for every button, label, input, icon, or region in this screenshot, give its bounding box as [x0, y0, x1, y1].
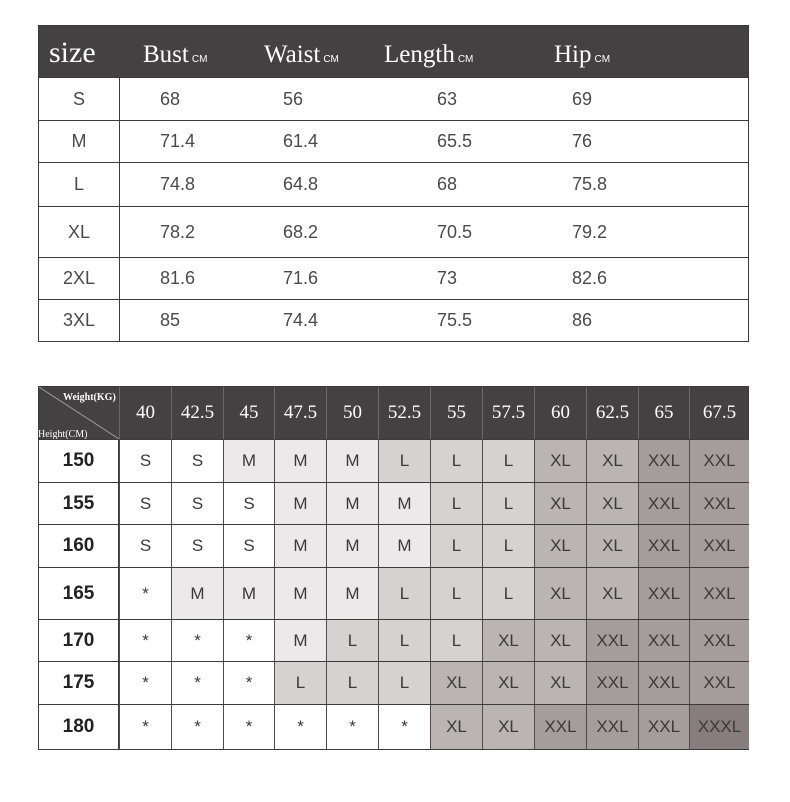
weight-header-cell: 52.5	[378, 387, 430, 439]
bust-value-cell: 74.8	[160, 174, 196, 194]
height-cell: 175	[39, 662, 119, 704]
height-cell: 165	[39, 568, 119, 619]
recommended-size-cell: S	[119, 440, 171, 482]
recommended-size-cell: XXL	[638, 483, 689, 524]
recommended-size-cell: XL	[534, 483, 586, 524]
weight-header-row	[39, 387, 748, 439]
recommended-size-cell: L	[378, 662, 430, 704]
recommended-size-cell: *	[223, 705, 274, 749]
bust-value-cell: 81.6	[160, 268, 196, 288]
recommended-size-cell: *	[119, 705, 171, 749]
recommended-size-cell: M	[274, 620, 326, 661]
recommended-size-cell: XL	[430, 705, 482, 749]
recommended-size-cell: XXL	[689, 662, 749, 704]
height-row	[39, 661, 748, 704]
recommended-size-cell: S	[119, 525, 171, 567]
size-label-cell: S	[72, 88, 85, 109]
recommended-size-cell: XXL	[586, 620, 638, 661]
corner-header-cell	[39, 387, 119, 439]
recommended-size-cell: *	[171, 705, 223, 749]
height-cell: 155	[39, 483, 119, 524]
hip-value-cell: 76	[572, 131, 593, 151]
recommended-size-cell: XXL	[638, 525, 689, 567]
weight-header-cell: 57.5	[482, 387, 534, 439]
height-axis-label: Height(CM)	[38, 429, 88, 440]
recommended-size-cell: S	[171, 525, 223, 567]
recommended-size-cell: M	[171, 568, 223, 619]
recommended-size-cell: *	[171, 662, 223, 704]
recommended-size-cell: XXL	[638, 568, 689, 619]
recommended-size-cell: XXL	[638, 705, 689, 749]
height-cell: 170	[39, 620, 119, 661]
recommended-size-cell: XXL	[534, 705, 586, 749]
recommended-size-cell: *	[223, 662, 274, 704]
height-cell: 150	[39, 440, 119, 482]
recommended-size-cell: XL	[430, 662, 482, 704]
size-measurement-table	[38, 25, 749, 342]
recommended-size-cell: XXL	[586, 662, 638, 704]
recommended-size-cell: *	[119, 620, 171, 661]
waist-value-cell: 68.2	[283, 221, 319, 242]
recommended-size-cell: S	[171, 483, 223, 524]
weight-header-cell: 45	[223, 387, 274, 439]
recommended-size-cell: XXL	[689, 568, 749, 619]
waist-column-header: Waist CM	[264, 41, 339, 68]
recommended-size-cell: XL	[534, 568, 586, 619]
height-row	[39, 567, 748, 619]
recommended-size-cell: M	[378, 525, 430, 567]
recommended-size-cell: L	[378, 620, 430, 661]
recommended-size-cell: XL	[586, 568, 638, 619]
recommended-size-cell: XL	[586, 483, 638, 524]
recommended-size-cell: M	[274, 483, 326, 524]
height-row	[39, 439, 748, 482]
recommended-size-cell: XXXL	[689, 705, 749, 749]
weight-axis-label: Weight(KG)	[63, 392, 116, 403]
size-label-cell: M	[71, 131, 87, 151]
size-recommendation-table	[38, 386, 749, 750]
recommended-size-cell: XL	[482, 662, 534, 704]
recommended-size-cell: XL	[534, 620, 586, 661]
recommended-size-cell: XXL	[638, 440, 689, 482]
recommended-size-cell: S	[119, 483, 171, 524]
recommended-size-cell: XXL	[638, 620, 689, 661]
height-cell: 160	[39, 525, 119, 567]
recommended-size-cell: S	[171, 440, 223, 482]
weight-header-cell: 67.5	[689, 387, 749, 439]
recommended-size-cell: M	[223, 568, 274, 619]
height-row	[39, 482, 748, 524]
recommended-size-cell: *	[119, 568, 171, 619]
size-row	[39, 206, 748, 257]
recommended-size-cell: XXL	[586, 705, 638, 749]
recommended-size-cell: XL	[534, 440, 586, 482]
hip-value-cell: 75.8	[572, 174, 608, 194]
recommended-size-cell: *	[378, 705, 430, 749]
height-cell: 180	[39, 705, 119, 749]
weight-header-cell: 65	[638, 387, 689, 439]
size-label-cell: 3XL	[62, 310, 96, 330]
recommended-size-cell: M	[274, 525, 326, 567]
weight-header-cell: 42.5	[171, 387, 223, 439]
recommended-size-cell: S	[223, 525, 274, 567]
length-value-cell: 63	[437, 88, 458, 109]
waist-value-cell: 56	[283, 88, 304, 109]
size-row	[39, 120, 748, 162]
recommended-size-cell: L	[482, 440, 534, 482]
recommended-size-cell: M	[326, 568, 378, 619]
weight-header-cell: 55	[430, 387, 482, 439]
bust-column-header: Bust CM	[143, 41, 208, 68]
recommended-size-cell: XL	[534, 525, 586, 567]
recommended-size-cell: L	[274, 662, 326, 704]
weight-header-cell: 40	[119, 387, 171, 439]
size-row	[39, 162, 748, 206]
recommended-size-cell: XL	[482, 620, 534, 661]
waist-value-cell: 64.8	[283, 174, 319, 194]
recommended-size-cell: L	[482, 568, 534, 619]
size-row	[39, 257, 748, 299]
size-row	[39, 299, 748, 341]
hip-value-cell: 82.6	[572, 268, 608, 288]
recommended-size-cell: M	[326, 483, 378, 524]
recommended-size-cell: *	[274, 705, 326, 749]
recommended-size-cell: L	[326, 662, 378, 704]
recommended-size-cell: XL	[534, 662, 586, 704]
recommended-size-cell: L	[430, 568, 482, 619]
recommended-size-cell: XL	[586, 525, 638, 567]
size-label-cell: L	[73, 174, 84, 194]
waist-value-cell: 74.4	[283, 310, 319, 330]
weight-header-cell: 50	[326, 387, 378, 439]
recommended-size-cell: S	[223, 483, 274, 524]
recommended-size-cell: M	[274, 440, 326, 482]
recommended-size-cell: XL	[482, 705, 534, 749]
size-row	[39, 77, 748, 120]
weight-header-cell: 60	[534, 387, 586, 439]
bust-value-cell: 68	[160, 88, 181, 109]
size-column-header: size	[49, 36, 96, 69]
length-value-cell: 73	[437, 268, 458, 288]
recommended-size-cell: M	[326, 440, 378, 482]
recommended-size-cell: M	[274, 568, 326, 619]
recommended-size-cell: L	[430, 620, 482, 661]
recommended-size-cell: L	[430, 483, 482, 524]
recommended-size-cell: XXL	[689, 525, 749, 567]
size-label-cell: 2XL	[62, 268, 96, 288]
size-table-header	[39, 26, 748, 77]
length-value-cell: 68	[437, 174, 458, 194]
weight-header-cell: 47.5	[274, 387, 326, 439]
recommended-size-cell: XXL	[689, 440, 749, 482]
recommended-size-cell: XL	[586, 440, 638, 482]
recommended-size-cell: L	[482, 483, 534, 524]
waist-value-cell: 71.6	[283, 268, 319, 288]
waist-value-cell: 61.4	[283, 131, 319, 151]
hip-value-cell: 69	[572, 88, 593, 109]
recommended-size-cell: L	[430, 440, 482, 482]
recommended-size-cell: L	[378, 568, 430, 619]
recommended-size-cell: M	[326, 525, 378, 567]
weight-header-cell: 62.5	[586, 387, 638, 439]
bust-value-cell: 85	[160, 310, 181, 330]
length-column-header: Length CM	[384, 41, 474, 68]
length-value-cell: 75.5	[437, 310, 473, 330]
length-value-cell: 70.5	[437, 221, 473, 242]
recommended-size-cell: *	[119, 662, 171, 704]
recommended-size-cell: L	[482, 525, 534, 567]
recommended-size-cell: L	[326, 620, 378, 661]
recommended-size-cell: XXL	[689, 483, 749, 524]
hip-column-header: Hip CM	[554, 41, 611, 68]
height-row	[39, 704, 748, 749]
hip-value-cell: 79.2	[572, 221, 608, 242]
recommended-size-cell: XXL	[638, 662, 689, 704]
height-row	[39, 524, 748, 567]
recommended-size-cell: *	[223, 620, 274, 661]
recommended-size-cell: L	[378, 440, 430, 482]
recommended-size-cell: *	[326, 705, 378, 749]
bust-value-cell: 78.2	[160, 221, 196, 242]
length-value-cell: 65.5	[437, 131, 473, 151]
recommended-size-cell: *	[171, 620, 223, 661]
recommended-size-cell: L	[430, 525, 482, 567]
recommended-size-cell: M	[378, 483, 430, 524]
hip-value-cell: 86	[572, 310, 593, 330]
height-row	[39, 619, 748, 661]
recommended-size-cell: XXL	[689, 620, 749, 661]
size-label-cell: XL	[67, 221, 91, 242]
recommended-size-cell: M	[223, 440, 274, 482]
bust-value-cell: 71.4	[160, 131, 196, 151]
